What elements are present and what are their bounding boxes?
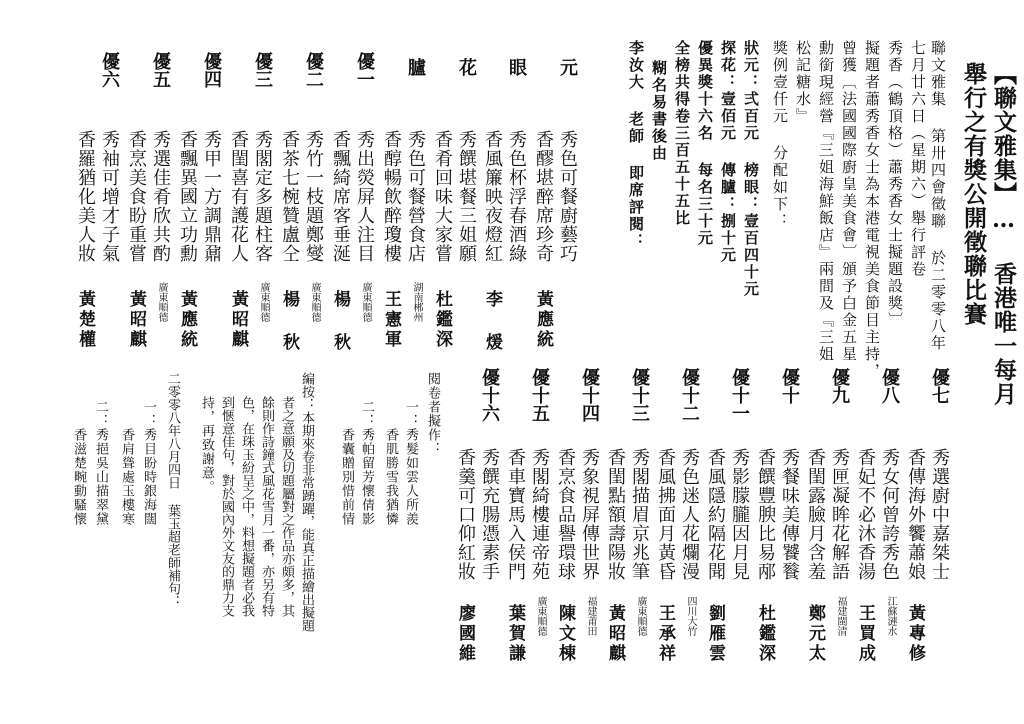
entry-line-2: 香風拂面月黃昏: [655, 448, 676, 581]
entry-location: 福建莆田: [585, 596, 596, 636]
entry-rank: 優九: [829, 368, 850, 404]
entry-location: 廣東順德: [258, 282, 269, 322]
entry-line-2: 香肴回味大家嘗: [432, 130, 453, 263]
entry-line-2: 香醇暢飲醉瓊樓: [381, 130, 402, 263]
addendum-heading: 二零零八年八月四日 葉玉超老師補句：: [165, 372, 180, 608]
entry-line-1: 秀色可餐營食店: [405, 130, 426, 263]
entry-line-1: 秀匣凝眸花解語: [829, 448, 850, 581]
entry-line-2: 香風隱約隔花聞: [705, 448, 726, 581]
entry-line-2: 香羹可口仰紅妝: [455, 448, 476, 581]
intro-line: 曾獲〔法國國際廚皇美食會〕頒予白金五星: [840, 40, 858, 363]
addendum-line: 一：秀目盼時銀海闊: [141, 400, 156, 526]
entry-rank: 優八: [879, 368, 900, 404]
entry-author: 王買成: [855, 604, 875, 664]
entry-author: 鄭元太: [805, 604, 825, 664]
entry-line-1: 秀選廚中嘉桀士: [929, 448, 950, 581]
entry-line-1: 秀餐味美傳饕餮: [779, 448, 800, 581]
editor-note-line: 色，在珠玉紛呈之中，料想擬題者必我: [239, 396, 254, 617]
entry-line-2: 香閨露臉月含羞: [805, 448, 826, 581]
editor-note-line: 編按：本期來卷非常踴躍，能真正描繪出擬題: [299, 372, 314, 632]
entry-author: 劉雁雲: [705, 604, 725, 664]
entry-location: 福建閩清: [835, 596, 846, 636]
entry-line-1: 秀色杯浮春酒綠: [506, 130, 527, 263]
entry-rank: 優一: [354, 52, 375, 88]
entry-line-2: 香羅猶化美人妝: [75, 130, 96, 263]
entry-line-2: 香茶七椀贊盧仝: [279, 130, 300, 263]
entry-author: 黃昭麒: [605, 604, 625, 664]
entry-location: 廣東順德: [635, 596, 646, 636]
reviewer-line: 二：秀帕留芳懷倩影: [359, 400, 374, 526]
entry-author: 王承祥: [655, 604, 675, 664]
entry-line-1: 秀影朦朧因月見: [729, 448, 750, 581]
intro-line: 勳銜現經營『三姐海鮮飯店』兩間及『三姐: [817, 40, 835, 363]
entry-line-2: 香烹食品譽環球: [555, 448, 576, 581]
entry-author: 黃昭麒: [228, 290, 248, 350]
entry-author: 陳文棟: [555, 604, 575, 664]
entry-rank: 臚: [405, 58, 426, 76]
intro-line: 秀香（鶴頂格）蕭秀香女士擬題設獎〕: [886, 40, 904, 329]
entry-line-2: 香醪堪醉席珍奇: [533, 130, 554, 263]
entry-location: 江蘇漣水: [885, 596, 896, 636]
entry-line-1: 秀饌堪餐三姐願: [456, 130, 477, 263]
entry-rank: 優三: [252, 52, 273, 88]
entry-location: 廣東順德: [156, 282, 167, 322]
title-line-2: 舉行之有獎公開徵聯比賽: [960, 62, 987, 326]
entry-rank: 優七: [929, 368, 950, 404]
entry-line-2: 香饌豐腴比易邴: [755, 448, 776, 581]
entry-line-1: 秀饌充腸憑素手: [479, 448, 500, 581]
entry-author: 廖國維: [455, 604, 475, 664]
entry-line-2: 香閨喜有護花人: [228, 130, 249, 263]
intro-line: 獎例壹仟元 分配如下：: [771, 40, 789, 230]
entry-line-1: 秀竹一枝題鄭燮: [303, 130, 324, 263]
entry-line-2: 香風簾映夜燈紅: [482, 130, 503, 263]
intro-line: 擬題者蕭秀香女士為本港電視美食節目主持，: [863, 40, 881, 380]
entry-rank: 優十: [779, 368, 800, 404]
entry-line-2: 香烹美食盼重嘗: [126, 130, 147, 263]
entry-rank: 優十六: [479, 368, 500, 422]
entry-line-2: 香飄異國立功勳: [177, 130, 198, 263]
intro-line: 聯文雅集 第卅四會徵聯 於二零零八年: [929, 40, 947, 352]
intro-line: 優異獎十六名 每名三十元: [696, 40, 714, 247]
entry-line-2: 香車寶馬入侯門: [505, 448, 526, 581]
reviewer-heading: 閱卷者擬作：: [425, 372, 440, 456]
entry-author: 李 煖: [482, 290, 502, 353]
title-line-1: 【聯文雅集】… 香港唯一每月: [990, 62, 1017, 406]
entry-rank: 優十五: [529, 368, 550, 422]
entry-line-2: 香傳海外饗蕭娘: [905, 448, 926, 581]
addendum-line: 香滋楚畹動騷懷: [71, 428, 86, 526]
intro-line: 狀元：弍百元 榜眼：壹百四十元: [742, 40, 760, 298]
entry-line-1: 秀色迷人花爛漫: [679, 448, 700, 581]
entry-line-1: 秀選佳肴欣共酌: [150, 130, 171, 263]
entry-author: 王憲軍: [381, 290, 401, 350]
entry-line-1: 秀出熒屏人注目: [354, 130, 375, 263]
entry-line-1: 秀袖可增才子氣: [99, 130, 120, 263]
entry-rank: 優六: [99, 52, 120, 88]
entry-line-2: 香飄綺席客垂涎: [330, 130, 351, 263]
entry-rank: 優四: [201, 52, 222, 88]
entry-rank: 優十三: [629, 368, 650, 422]
intro-line: 松記糖水』: [794, 40, 812, 125]
entry-author: 黃應統: [177, 290, 197, 350]
intro-line: 糊名易書後由: [650, 60, 668, 162]
entry-line-2: 香閨點額壽陽妝: [605, 448, 626, 581]
intro-line: 全榜共得卷三百五十五比: [673, 40, 691, 227]
entry-rank: 優五: [150, 52, 171, 88]
entry-author: 杜鑑深: [755, 604, 775, 664]
entry-rank: 花: [456, 58, 477, 76]
entry-rank: 元: [557, 58, 578, 76]
addendum-line: 二：秀挹吳山描翠黛: [93, 400, 108, 526]
entry-author: 黃昭麒: [126, 290, 146, 350]
reviewer-line: 香肌勝雪我猶憐: [383, 428, 398, 526]
editor-note-line: 到愜意佳句，對於國內外文友的鼎力支: [219, 396, 234, 617]
entry-location: 廣東順德: [360, 282, 371, 322]
entry-author: 楊 秋: [330, 290, 350, 353]
entry-rank: 眼: [506, 58, 527, 76]
entry-author: 黃楚權: [75, 290, 95, 350]
entry-line-2: 香妃不必沐香湯: [855, 448, 876, 581]
entry-line-1: 秀甲一方調鼎鼐: [201, 130, 222, 263]
entry-author: 葉賀謙: [505, 604, 525, 664]
intro-line: 七月廿六日（星期六）舉行評卷: [909, 40, 927, 278]
entry-location: 廣東順德: [309, 282, 320, 322]
entry-author: 黃應統: [533, 290, 553, 350]
entry-line-1: 秀閣定多題柱客: [252, 130, 273, 263]
entry-line-1: 秀閣綺樓連帝苑: [529, 448, 550, 581]
editor-note-line: 者之意願及切題屬對之作品亦頗多，其: [279, 396, 294, 617]
entry-author: 杜鑑深: [432, 290, 452, 350]
entry-rank: 優十四: [579, 368, 600, 422]
addendum-line: 香肩聳處玉樓寒: [119, 428, 134, 526]
entry-location: 四川大竹: [685, 596, 696, 636]
reviewer-line: 一：秀髮如雲人所羨: [403, 400, 418, 526]
entry-rank: 優十二: [679, 368, 700, 422]
entry-line-1: 秀女何曾誇秀色: [879, 448, 900, 581]
entry-author: 楊 秋: [279, 290, 299, 353]
entry-location: 廣東順德: [535, 596, 546, 636]
entry-line-1: 秀象視屏傳世界: [579, 448, 600, 581]
reviewer-line: 香囊贈別惜前情: [339, 428, 354, 526]
entry-author: 黃專修: [905, 604, 925, 664]
entry-line-1: 秀色可餐廚藝巧: [557, 130, 578, 263]
editor-note-line: 餘則作詩鐘式風花雪月一番，亦另有特: [259, 396, 274, 617]
intro-line: 李汝大 老師 即席評閱：: [627, 40, 645, 250]
entry-location: 湖南郴州: [411, 282, 422, 322]
editor-note-line: 持，再致謝意。: [199, 396, 214, 494]
entry-line-1: 秀閣描眉京兆筆: [629, 448, 650, 581]
entry-rank: 優十一: [729, 368, 750, 422]
entry-rank: 優二: [303, 52, 324, 88]
intro-line: 探花：壹佰元 傳臚：捌十元: [719, 40, 737, 264]
